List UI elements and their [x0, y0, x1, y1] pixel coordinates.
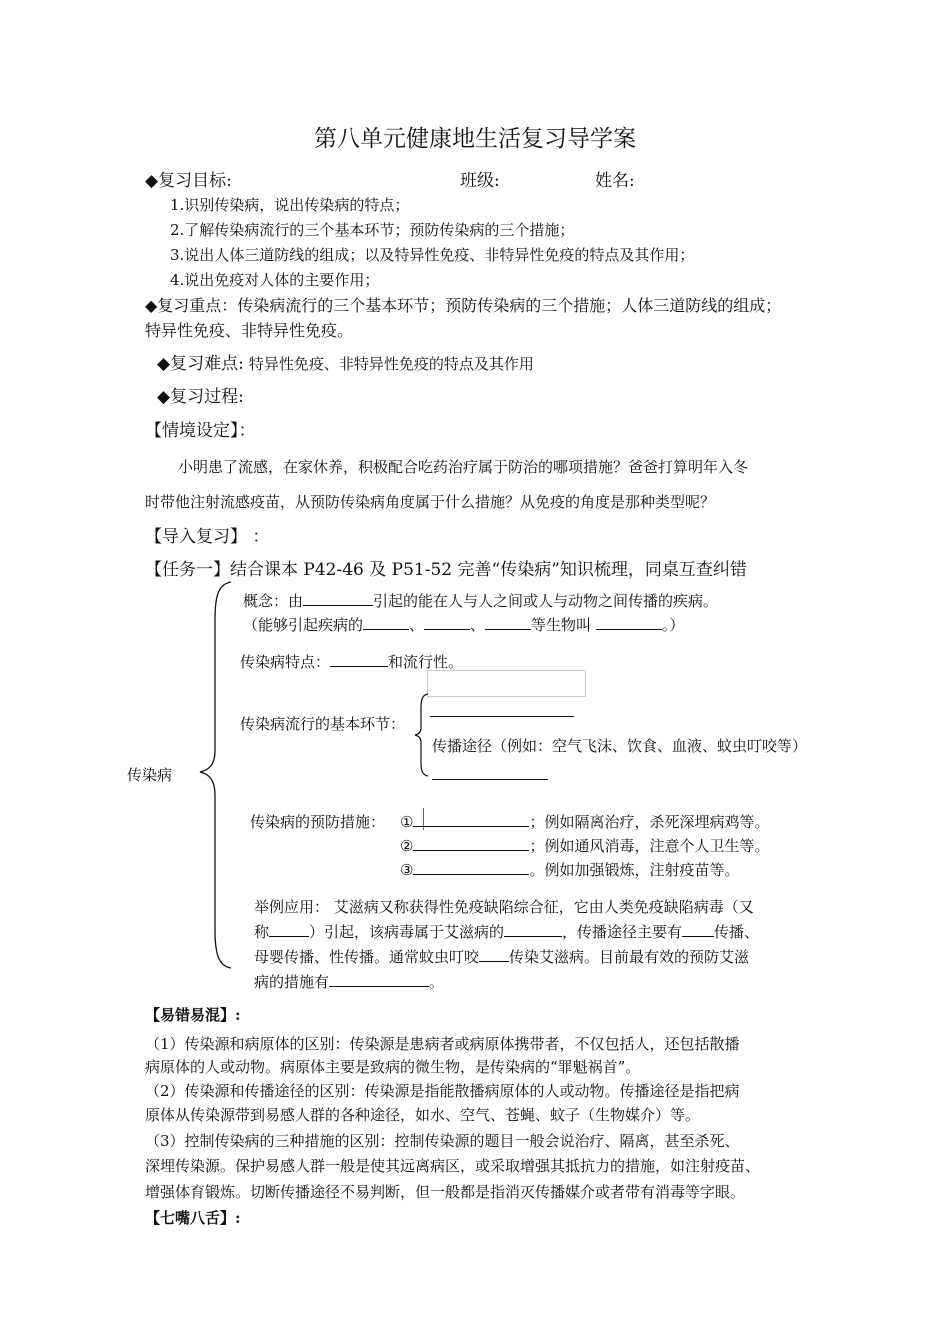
concept2-blank: [485, 615, 531, 630]
task1-label: 【任务一】: [145, 560, 230, 580]
difficulties-text: 特异性免疫、非特异性免疫的特点及其作用: [248, 355, 534, 373]
difficulties: [157, 349, 534, 374]
feature-blank: [330, 652, 388, 667]
example-blank: [479, 947, 509, 962]
concept2-text-b: 等生物叫: [531, 616, 592, 634]
feature-text-b: 和流行性。: [388, 653, 464, 671]
route-text: 传播途径（例如：空气飞沫、饮食、血液、蚊虫叮咬等）: [432, 737, 808, 755]
difficulties-label: ◆复习难点:: [157, 354, 244, 374]
prevention-blank: [413, 860, 529, 875]
key-points-line1: ◆复习重点：传染病流行的三个基本环节；预防传染病的三个措施；人体三道防线的组成；: [145, 296, 782, 315]
goal-label: ◆复习目标:: [145, 171, 232, 191]
example-line2: [254, 921, 759, 942]
prevention-num: ①: [400, 813, 414, 831]
prevention-3: [400, 859, 739, 880]
concept2-blank: [363, 615, 409, 630]
concept2-sep: 、: [470, 616, 486, 634]
key-points-line2: 特异性免疫、非特异性免疫。: [145, 321, 354, 340]
intro-label: 【导入复习】 ：: [145, 527, 270, 547]
links-blank-1: [430, 716, 574, 717]
links-blank-3: [432, 779, 548, 780]
example-text: 传播、: [714, 923, 760, 941]
example-text: 病的措施有: [254, 973, 330, 991]
prevention-blank: [413, 836, 529, 851]
feature-text-a: 传染病特点：: [240, 653, 331, 671]
prevention-num: ③: [400, 861, 414, 879]
confusion-line: 增强体育锻炼。切断传播途径不易判断，但一般都是指消灭传播媒介或者带有消毒等字眼。: [145, 1183, 746, 1201]
example-text: 传染艾滋病。目前最有效的预防艾滋: [509, 948, 750, 966]
scenario-label: 【情境设定】：: [145, 421, 256, 441]
goal-item: 3.说出人体三道防线的组成；以及特异性免疫、非特异性免疫的特点及其作用；: [170, 246, 695, 264]
tree-root: 传染病: [127, 766, 173, 784]
links-label: 传染病流行的基本环节：: [240, 715, 406, 733]
prevention-label: 传染病的预防措施：: [250, 813, 386, 831]
example-line3: [254, 946, 749, 967]
example-blank: [269, 922, 309, 937]
example-blank: [329, 972, 429, 987]
confusion-line: 病原体的人或动物。病原体主要是致病的微生物，是传染病的“罪魁祸首”。: [145, 1058, 641, 1076]
example-text: 称: [254, 923, 270, 941]
concept2-text-c: 。）: [661, 616, 685, 634]
prevention-text: 。例如加强锻炼，注射疫苗等。: [529, 861, 740, 879]
process-label: ◆复习过程:: [157, 387, 244, 407]
example-blank: [504, 922, 562, 937]
feature-line: [240, 651, 463, 672]
example-line4: [254, 971, 444, 992]
goal-item: 4.说出免疫对人体的主要作用；: [170, 271, 380, 289]
prevention-2: [400, 835, 769, 856]
page-title: 第八单元健康地生活复习导学案: [314, 126, 636, 152]
concept-text-b: 引起的能在人与人之间或人与动物之间传播的疾病。: [373, 592, 719, 610]
concept-line: [243, 590, 718, 611]
goal-item: 2.了解传染病流行的三个基本环节；预防传染病的三个措施；: [170, 221, 575, 239]
goal-item: 1.识别传染病，说出传染病的特点；: [170, 196, 410, 214]
prevention-1: [400, 811, 769, 832]
confusion-line: 原体从传染源带到易感人群的各种途径，如水、空气、苍蝇、蚊子（生物媒介）等。: [145, 1106, 701, 1124]
concept-blank: [303, 591, 373, 606]
prevention-text: ；例如隔离治疗，杀死深埋病鸡等。: [529, 813, 770, 831]
example-text: ，传播途径主要有: [562, 923, 683, 941]
confusion-line: （2）传染源和传播途径的区别：传染源是指能散播病原体的人或动物。传播途径是指把病: [145, 1082, 740, 1100]
big-brace: [195, 580, 235, 970]
example-text: 母婴传播、性传播。通常蚊虫叮咬: [254, 948, 480, 966]
task1-text: 结合课本 P42-46 及 P51-52 完善“传染病”知识梳理，同桌互查纠错: [230, 560, 747, 580]
concept2-text-a: （能够引起疾病的: [243, 616, 364, 634]
answer-box[interactable]: [427, 670, 586, 697]
concept2-blank: [424, 615, 470, 630]
confusion-line: （3）控制传染病的三种措施的区别：控制传染源的题目一般会说治疗、隔离，甚至杀死、: [145, 1132, 740, 1150]
prevention-text: ；例如通风消毒，注意个人卫生等。: [529, 837, 770, 855]
scenario-line1: 小明患了流感，在家休养，积极配合吃药治疗属于防治的哪项措施？爸爸打算明年入冬: [178, 458, 749, 476]
confusion-line: 深埋传染源。保护易感人群一般是使其远离病区，或采取增强其抵抗力的措施，如注射疫苗、: [145, 1157, 761, 1175]
concept-text-a: 概念：由: [243, 592, 304, 610]
example-blank: [682, 922, 714, 937]
discussion-label: 【七嘴八舌】:: [145, 1209, 241, 1227]
concept2-line: [243, 614, 684, 635]
concept2-blank: [596, 615, 662, 630]
scenario-line2: 时带他注射流感疫苗，从预防传染病角度属于什么措施？从免疫的角度是那种类型呢？: [145, 493, 716, 511]
example-text: ）引起，该病毒属于艾滋病的: [309, 923, 505, 941]
task1: [145, 555, 747, 580]
example-text: 。: [429, 973, 445, 991]
class-label: 班级:: [460, 171, 500, 191]
confusion-label: 【易错易混】:: [145, 1006, 241, 1024]
example-line1: 举例应用： 艾滋病又称获得性免疫缺陷综合征，它由人类免疫缺陷病毒（又: [254, 898, 754, 916]
confusion-line: （1）传染源和病原体的区别：传染源是患病者或病原体携带者，不仅包括人，还包括散播: [145, 1035, 740, 1053]
prevention-num: ②: [400, 837, 414, 855]
name-label: 姓名:: [595, 171, 635, 191]
prevention-blank: [413, 812, 529, 827]
concept2-sep: 、: [409, 616, 425, 634]
small-brace: [412, 692, 432, 778]
